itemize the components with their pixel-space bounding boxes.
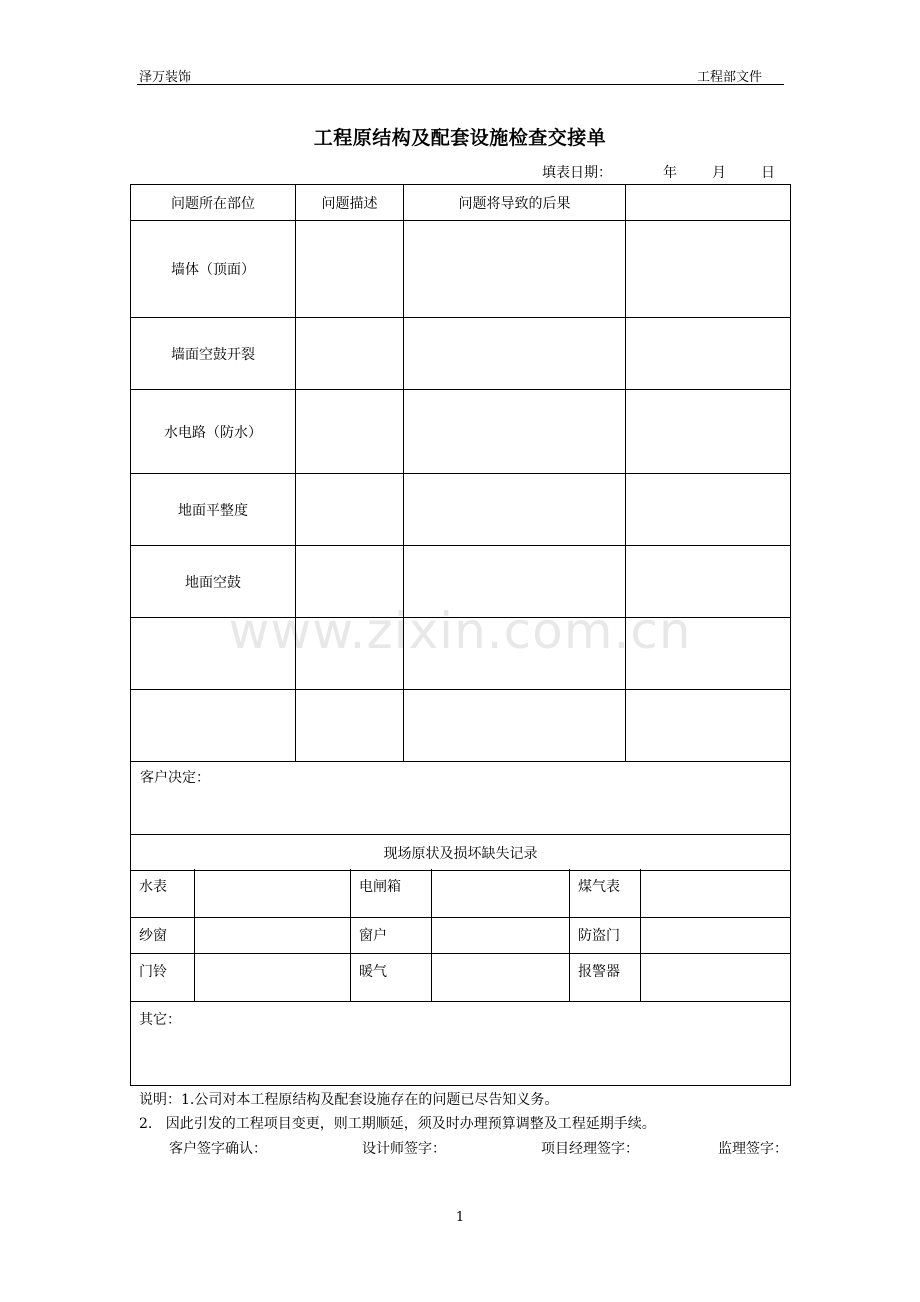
record-section-title: 现场原状及损坏缺失记录 [131, 835, 791, 871]
record-label: 水表 [131, 869, 195, 917]
record-value[interactable] [195, 917, 351, 953]
record-label: 窗户 [351, 917, 432, 953]
watermark: www.zixin.com.cn [228, 602, 692, 660]
location-cell: 地面空鼓 [131, 546, 296, 618]
extra-cell[interactable] [626, 390, 791, 474]
description-cell[interactable] [296, 390, 404, 474]
record-value[interactable] [641, 917, 791, 953]
description-cell[interactable] [296, 318, 404, 390]
extra-cell[interactable] [626, 474, 791, 546]
column-header [626, 185, 791, 221]
date-year: 年 [663, 165, 677, 181]
page-number: 1 [455, 1210, 465, 1225]
column-header: 问题将导致的后果 [404, 185, 626, 221]
consequence-cell[interactable] [404, 474, 626, 546]
record-value[interactable] [641, 869, 791, 917]
location-cell[interactable] [131, 690, 296, 762]
record-label: 门铃 [131, 953, 195, 1001]
extra-cell[interactable] [626, 318, 791, 390]
date-month: 月 [712, 165, 726, 181]
record-label: 报警器 [570, 953, 641, 1001]
description-cell[interactable] [296, 474, 404, 546]
column-header: 问题描述 [296, 185, 404, 221]
location-cell: 地面平整度 [131, 474, 296, 546]
record-label: 电闸箱 [351, 869, 432, 917]
consequence-cell[interactable] [404, 690, 626, 762]
record-row [131, 869, 791, 917]
designer-signature-label: 设计师签字： [362, 1141, 446, 1157]
table-row [131, 318, 791, 390]
note-line-1: 说明：1.公司对本工程原结构及配套设施存在的问题已尽告知义务。 [139, 1092, 559, 1108]
other-row [131, 1001, 791, 1085]
record-value[interactable] [195, 953, 351, 1001]
header-doc-type: 工程部文件 [697, 70, 763, 85]
header-company: 泽万装饰 [139, 70, 192, 85]
location-cell: 墙体（顶面） [131, 221, 296, 318]
table-header-row [131, 185, 791, 221]
record-label: 煤气表 [570, 869, 641, 917]
supervisor-signature-label: 监理签字： [718, 1141, 788, 1157]
record-value[interactable] [195, 869, 351, 917]
consequence-cell[interactable] [404, 318, 626, 390]
project-manager-signature-label: 项目经理签字： [541, 1141, 639, 1157]
customer-decision-row [131, 762, 791, 835]
record-row [131, 917, 791, 953]
record-value[interactable] [432, 869, 570, 917]
note-line-2: 2. 因此引发的工程项目变更，则工期顺延，须及时办理预算调整及工程延期手续。 [139, 1116, 656, 1132]
record-label: 暖气 [351, 953, 432, 1001]
inspection-table [130, 184, 791, 871]
consequence-cell[interactable] [404, 390, 626, 474]
record-label: 纱窗 [131, 917, 195, 953]
table-row [131, 390, 791, 474]
extra-cell[interactable] [626, 690, 791, 762]
record-table [130, 869, 791, 1086]
page-title: 工程原结构及配套设施检查交接单 [313, 127, 607, 149]
record-value[interactable] [432, 953, 570, 1001]
table-row [131, 690, 791, 762]
other-field[interactable]: 其它： [131, 1001, 791, 1085]
date-label: 填表日期： [542, 165, 612, 181]
table-row [131, 221, 791, 318]
description-cell[interactable] [296, 690, 404, 762]
consequence-cell[interactable] [404, 221, 626, 318]
customer-signature-label: 客户签字确认： [169, 1141, 267, 1157]
record-value[interactable] [432, 917, 570, 953]
header-divider [137, 84, 784, 85]
customer-decision-field[interactable]: 客户决定： [131, 762, 791, 835]
extra-cell[interactable] [626, 221, 791, 318]
record-value[interactable] [641, 953, 791, 1001]
location-cell: 水电路（防水） [131, 390, 296, 474]
date-day: 日 [761, 165, 775, 181]
location-cell: 墙面空鼓开裂 [131, 318, 296, 390]
table-row [131, 474, 791, 546]
record-row [131, 953, 791, 1001]
record-label: 防盗门 [570, 917, 641, 953]
description-cell[interactable] [296, 221, 404, 318]
record-title-row [131, 835, 791, 871]
column-header: 问题所在部位 [131, 185, 296, 221]
